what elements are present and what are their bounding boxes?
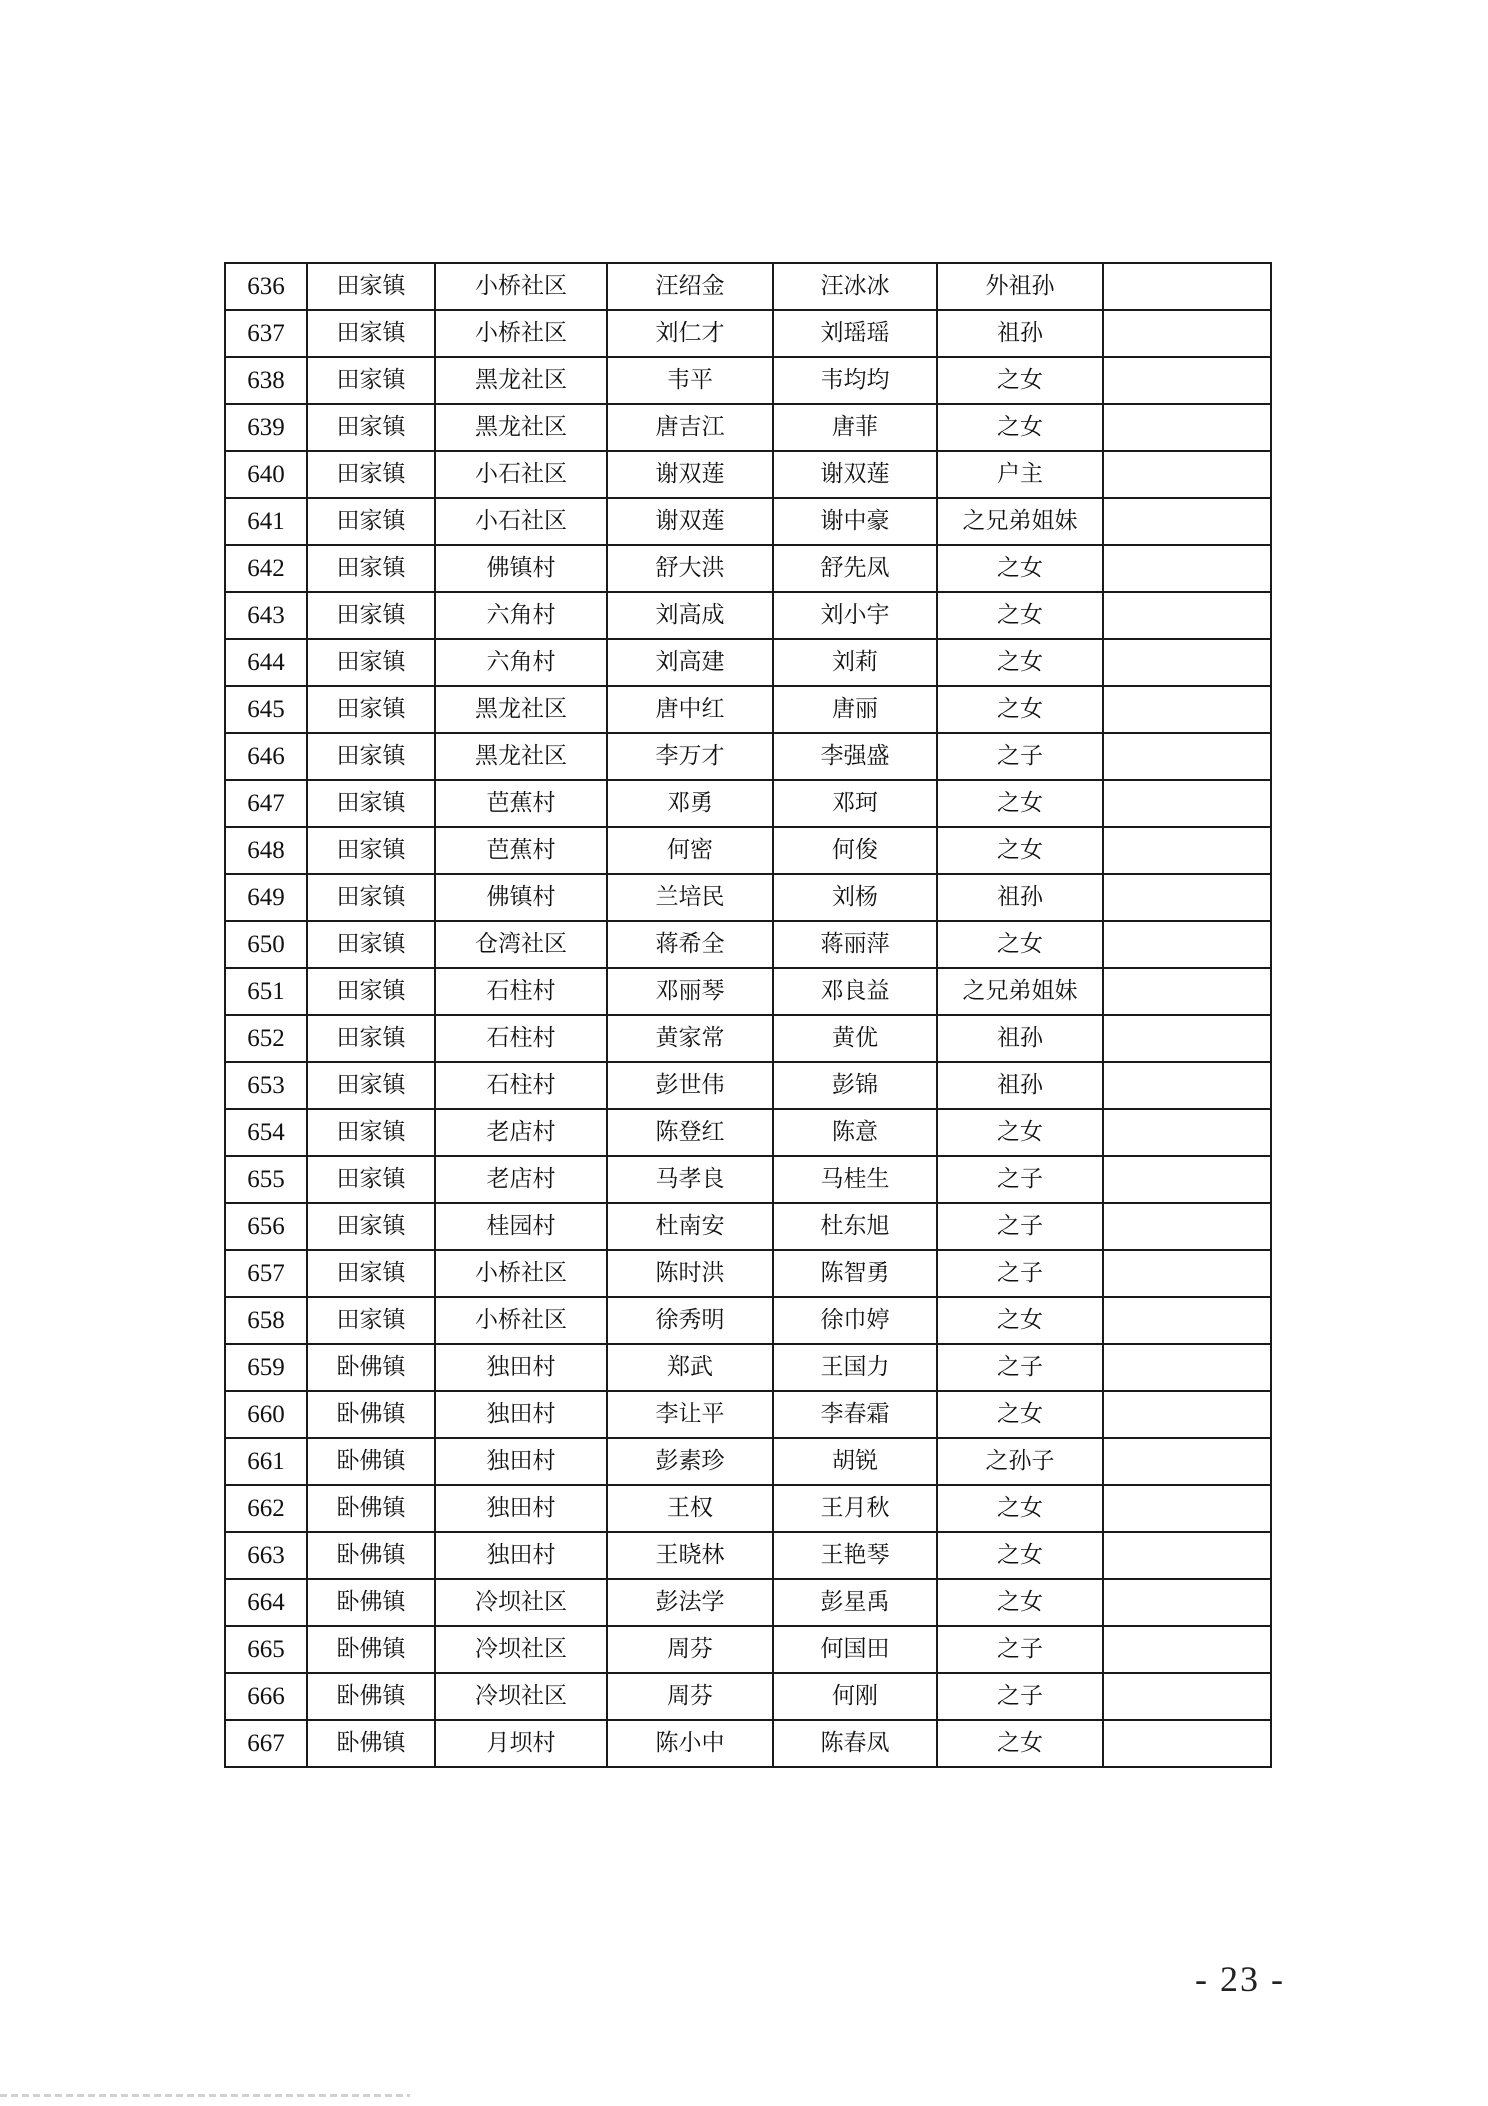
remark-cell xyxy=(1103,1720,1271,1767)
scan-edge-mark xyxy=(0,2094,410,2097)
applicant-name-cell: 刘高建 xyxy=(607,639,773,686)
table-row xyxy=(225,1344,1271,1391)
table-row xyxy=(225,921,1271,968)
remark-cell xyxy=(1103,357,1271,404)
row-number-cell: 654 xyxy=(225,1109,307,1156)
member-name-cell: 王国力 xyxy=(773,1344,937,1391)
row-number-cell: 657 xyxy=(225,1250,307,1297)
applicant-name-cell: 陈时洪 xyxy=(607,1250,773,1297)
member-name-cell: 王月秋 xyxy=(773,1485,937,1532)
table-row xyxy=(225,310,1271,357)
row-number-cell: 658 xyxy=(225,1297,307,1344)
town-cell: 卧佛镇 xyxy=(307,1720,435,1767)
village-cell: 黑龙社区 xyxy=(435,357,607,404)
town-cell: 田家镇 xyxy=(307,874,435,921)
town-cell: 卧佛镇 xyxy=(307,1344,435,1391)
member-name-cell: 李春霜 xyxy=(773,1391,937,1438)
table-row xyxy=(225,1626,1271,1673)
member-name-cell: 黄优 xyxy=(773,1015,937,1062)
relation-cell: 之子 xyxy=(937,1626,1103,1673)
remark-cell xyxy=(1103,310,1271,357)
town-cell: 卧佛镇 xyxy=(307,1532,435,1579)
row-number-cell: 660 xyxy=(225,1391,307,1438)
table-row xyxy=(225,1109,1271,1156)
relation-cell: 之孙子 xyxy=(937,1438,1103,1485)
village-cell: 黑龙社区 xyxy=(435,733,607,780)
table-row xyxy=(225,1485,1271,1532)
applicant-name-cell: 彭素珍 xyxy=(607,1438,773,1485)
town-cell: 田家镇 xyxy=(307,1156,435,1203)
member-name-cell: 陈意 xyxy=(773,1109,937,1156)
row-number-cell: 653 xyxy=(225,1062,307,1109)
row-number-cell: 659 xyxy=(225,1344,307,1391)
remark-cell xyxy=(1103,498,1271,545)
remark-cell xyxy=(1103,1344,1271,1391)
applicant-name-cell: 周芬 xyxy=(607,1626,773,1673)
village-cell: 小石社区 xyxy=(435,451,607,498)
village-cell: 小桥社区 xyxy=(435,1250,607,1297)
town-cell: 田家镇 xyxy=(307,968,435,1015)
applicant-name-cell: 彭世伟 xyxy=(607,1062,773,1109)
table-row xyxy=(225,545,1271,592)
village-cell: 小桥社区 xyxy=(435,310,607,357)
village-cell: 独田村 xyxy=(435,1391,607,1438)
table-row xyxy=(225,1203,1271,1250)
row-number-cell: 646 xyxy=(225,733,307,780)
member-name-cell: 蒋丽萍 xyxy=(773,921,937,968)
member-name-cell: 唐菲 xyxy=(773,404,937,451)
table-row xyxy=(225,1391,1271,1438)
row-number-cell: 645 xyxy=(225,686,307,733)
remark-cell xyxy=(1103,780,1271,827)
remark-cell xyxy=(1103,874,1271,921)
town-cell: 田家镇 xyxy=(307,733,435,780)
village-cell: 老店村 xyxy=(435,1109,607,1156)
village-cell: 冷坝社区 xyxy=(435,1579,607,1626)
row-number-cell: 643 xyxy=(225,592,307,639)
remark-cell xyxy=(1103,1391,1271,1438)
member-name-cell: 徐巾婷 xyxy=(773,1297,937,1344)
relation-cell: 之女 xyxy=(937,404,1103,451)
applicant-name-cell: 谢双莲 xyxy=(607,498,773,545)
member-name-cell: 汪冰冰 xyxy=(773,263,937,310)
town-cell: 田家镇 xyxy=(307,545,435,592)
table-row xyxy=(225,733,1271,780)
member-name-cell: 陈智勇 xyxy=(773,1250,937,1297)
member-name-cell: 刘莉 xyxy=(773,639,937,686)
row-number-cell: 648 xyxy=(225,827,307,874)
relation-cell: 之女 xyxy=(937,1391,1103,1438)
applicant-name-cell: 黄家常 xyxy=(607,1015,773,1062)
village-cell: 小桥社区 xyxy=(435,1297,607,1344)
village-cell: 芭蕉村 xyxy=(435,827,607,874)
member-name-cell: 彭星禹 xyxy=(773,1579,937,1626)
remark-cell xyxy=(1103,592,1271,639)
town-cell: 卧佛镇 xyxy=(307,1673,435,1720)
remark-cell xyxy=(1103,1109,1271,1156)
relation-cell: 之女 xyxy=(937,1485,1103,1532)
village-cell: 独田村 xyxy=(435,1438,607,1485)
member-name-cell: 杜东旭 xyxy=(773,1203,937,1250)
remark-cell xyxy=(1103,921,1271,968)
applicant-name-cell: 蒋希全 xyxy=(607,921,773,968)
town-cell: 田家镇 xyxy=(307,921,435,968)
member-name-cell: 何俊 xyxy=(773,827,937,874)
relation-cell: 之女 xyxy=(937,639,1103,686)
member-name-cell: 胡锐 xyxy=(773,1438,937,1485)
row-number-cell: 638 xyxy=(225,357,307,404)
relation-cell: 祖孙 xyxy=(937,1062,1103,1109)
member-name-cell: 唐丽 xyxy=(773,686,937,733)
member-name-cell: 韦均均 xyxy=(773,357,937,404)
table-row xyxy=(225,1532,1271,1579)
remark-cell xyxy=(1103,1579,1271,1626)
remark-cell xyxy=(1103,1015,1271,1062)
remark-cell xyxy=(1103,451,1271,498)
row-number-cell: 650 xyxy=(225,921,307,968)
town-cell: 田家镇 xyxy=(307,310,435,357)
applicant-name-cell: 邓勇 xyxy=(607,780,773,827)
row-number-cell: 655 xyxy=(225,1156,307,1203)
row-number-cell: 662 xyxy=(225,1485,307,1532)
applicant-name-cell: 马孝良 xyxy=(607,1156,773,1203)
town-cell: 田家镇 xyxy=(307,686,435,733)
member-name-cell: 刘小宇 xyxy=(773,592,937,639)
remark-cell xyxy=(1103,1532,1271,1579)
relation-cell: 之女 xyxy=(937,780,1103,827)
applicant-name-cell: 周芬 xyxy=(607,1673,773,1720)
table-row xyxy=(225,874,1271,921)
applicant-name-cell: 陈小中 xyxy=(607,1720,773,1767)
village-cell: 冷坝社区 xyxy=(435,1673,607,1720)
town-cell: 田家镇 xyxy=(307,827,435,874)
applicant-name-cell: 唐中红 xyxy=(607,686,773,733)
row-number-cell: 656 xyxy=(225,1203,307,1250)
town-cell: 田家镇 xyxy=(307,1062,435,1109)
relation-cell: 外祖孙 xyxy=(937,263,1103,310)
relation-cell: 之女 xyxy=(937,827,1103,874)
applicant-name-cell: 徐秀明 xyxy=(607,1297,773,1344)
relation-cell: 之女 xyxy=(937,686,1103,733)
remark-cell xyxy=(1103,827,1271,874)
relation-cell: 之女 xyxy=(937,1109,1103,1156)
relation-cell: 之子 xyxy=(937,1156,1103,1203)
table-row xyxy=(225,498,1271,545)
village-cell: 独田村 xyxy=(435,1485,607,1532)
town-cell: 田家镇 xyxy=(307,639,435,686)
table-row xyxy=(225,1438,1271,1485)
member-name-cell: 谢中豪 xyxy=(773,498,937,545)
row-number-cell: 652 xyxy=(225,1015,307,1062)
row-number-cell: 644 xyxy=(225,639,307,686)
town-cell: 田家镇 xyxy=(307,451,435,498)
village-cell: 黑龙社区 xyxy=(435,686,607,733)
relation-cell: 祖孙 xyxy=(937,874,1103,921)
row-number-cell: 636 xyxy=(225,263,307,310)
member-name-cell: 何刚 xyxy=(773,1673,937,1720)
village-cell: 黑龙社区 xyxy=(435,404,607,451)
applicant-name-cell: 郑武 xyxy=(607,1344,773,1391)
table-row xyxy=(225,968,1271,1015)
village-cell: 石柱村 xyxy=(435,968,607,1015)
table-row xyxy=(225,1673,1271,1720)
relation-cell: 户主 xyxy=(937,451,1103,498)
village-cell: 月坝村 xyxy=(435,1720,607,1767)
village-cell: 冷坝社区 xyxy=(435,1626,607,1673)
relation-cell: 之女 xyxy=(937,357,1103,404)
roster-table-body xyxy=(225,263,1271,1767)
applicant-name-cell: 唐吉江 xyxy=(607,404,773,451)
village-cell: 六角村 xyxy=(435,639,607,686)
table-row xyxy=(225,404,1271,451)
table-row xyxy=(225,1297,1271,1344)
town-cell: 田家镇 xyxy=(307,263,435,310)
relation-cell: 之子 xyxy=(937,1250,1103,1297)
member-name-cell: 王艳琴 xyxy=(773,1532,937,1579)
remark-cell xyxy=(1103,1673,1271,1720)
member-name-cell: 彭锦 xyxy=(773,1062,937,1109)
town-cell: 田家镇 xyxy=(307,1015,435,1062)
page-number: - 23 - xyxy=(1195,1959,1285,1999)
remark-cell xyxy=(1103,263,1271,310)
table-row xyxy=(225,1156,1271,1203)
member-name-cell: 陈春凤 xyxy=(773,1720,937,1767)
village-cell: 石柱村 xyxy=(435,1015,607,1062)
member-name-cell: 刘瑶瑶 xyxy=(773,310,937,357)
relation-cell: 之女 xyxy=(937,592,1103,639)
table-row xyxy=(225,1015,1271,1062)
relation-cell: 之女 xyxy=(937,1720,1103,1767)
remark-cell xyxy=(1103,1438,1271,1485)
relation-cell: 之女 xyxy=(937,1579,1103,1626)
remark-cell xyxy=(1103,1156,1271,1203)
village-cell: 佛镇村 xyxy=(435,874,607,921)
row-number-cell: 640 xyxy=(225,451,307,498)
row-number-cell: 666 xyxy=(225,1673,307,1720)
table-row xyxy=(225,451,1271,498)
remark-cell xyxy=(1103,545,1271,592)
relation-cell: 之女 xyxy=(937,1297,1103,1344)
village-cell: 仓湾社区 xyxy=(435,921,607,968)
remark-cell xyxy=(1103,404,1271,451)
remark-cell xyxy=(1103,686,1271,733)
applicant-name-cell: 汪绍金 xyxy=(607,263,773,310)
village-cell: 独田村 xyxy=(435,1344,607,1391)
town-cell: 卧佛镇 xyxy=(307,1579,435,1626)
applicant-name-cell: 杜南安 xyxy=(607,1203,773,1250)
village-cell: 小石社区 xyxy=(435,498,607,545)
town-cell: 卧佛镇 xyxy=(307,1626,435,1673)
relation-cell: 之兄弟姐妹 xyxy=(937,498,1103,545)
remark-cell xyxy=(1103,733,1271,780)
table-row xyxy=(225,357,1271,404)
applicant-name-cell: 王权 xyxy=(607,1485,773,1532)
town-cell: 卧佛镇 xyxy=(307,1485,435,1532)
relation-cell: 之子 xyxy=(937,1344,1103,1391)
row-number-cell: 667 xyxy=(225,1720,307,1767)
remark-cell xyxy=(1103,1485,1271,1532)
applicant-name-cell: 韦平 xyxy=(607,357,773,404)
relation-cell: 之子 xyxy=(937,1673,1103,1720)
relation-cell: 之女 xyxy=(937,1532,1103,1579)
relation-cell: 之子 xyxy=(937,733,1103,780)
applicant-name-cell: 舒大洪 xyxy=(607,545,773,592)
village-cell: 石柱村 xyxy=(435,1062,607,1109)
relation-cell: 祖孙 xyxy=(937,1015,1103,1062)
table-row xyxy=(225,1062,1271,1109)
town-cell: 田家镇 xyxy=(307,404,435,451)
village-cell: 芭蕉村 xyxy=(435,780,607,827)
table-row xyxy=(225,827,1271,874)
remark-cell xyxy=(1103,1250,1271,1297)
member-name-cell: 舒先凤 xyxy=(773,545,937,592)
applicant-name-cell: 李万才 xyxy=(607,733,773,780)
remark-cell xyxy=(1103,1062,1271,1109)
table-row xyxy=(225,686,1271,733)
applicant-name-cell: 刘仁才 xyxy=(607,310,773,357)
relation-cell: 祖孙 xyxy=(937,310,1103,357)
applicant-name-cell: 李让平 xyxy=(607,1391,773,1438)
row-number-cell: 661 xyxy=(225,1438,307,1485)
town-cell: 田家镇 xyxy=(307,1109,435,1156)
member-name-cell: 谢双莲 xyxy=(773,451,937,498)
applicant-name-cell: 谢双莲 xyxy=(607,451,773,498)
row-number-cell: 665 xyxy=(225,1626,307,1673)
member-name-cell: 李强盛 xyxy=(773,733,937,780)
applicant-name-cell: 王晓林 xyxy=(607,1532,773,1579)
applicant-name-cell: 彭法学 xyxy=(607,1579,773,1626)
remark-cell xyxy=(1103,968,1271,1015)
town-cell: 田家镇 xyxy=(307,592,435,639)
town-cell: 田家镇 xyxy=(307,1297,435,1344)
row-number-cell: 639 xyxy=(225,404,307,451)
village-cell: 佛镇村 xyxy=(435,545,607,592)
village-cell: 桂园村 xyxy=(435,1203,607,1250)
member-name-cell: 马桂生 xyxy=(773,1156,937,1203)
remark-cell xyxy=(1103,1297,1271,1344)
relation-cell: 之女 xyxy=(937,921,1103,968)
table-row xyxy=(225,639,1271,686)
table-row xyxy=(225,592,1271,639)
town-cell: 田家镇 xyxy=(307,1203,435,1250)
village-cell: 六角村 xyxy=(435,592,607,639)
town-cell: 卧佛镇 xyxy=(307,1391,435,1438)
remark-cell xyxy=(1103,639,1271,686)
row-number-cell: 641 xyxy=(225,498,307,545)
applicant-name-cell: 何密 xyxy=(607,827,773,874)
applicant-name-cell: 陈登红 xyxy=(607,1109,773,1156)
member-name-cell: 邓珂 xyxy=(773,780,937,827)
remark-cell xyxy=(1103,1626,1271,1673)
table-row xyxy=(225,1720,1271,1767)
member-name-cell: 刘杨 xyxy=(773,874,937,921)
table-row xyxy=(225,780,1271,827)
remark-cell xyxy=(1103,1203,1271,1250)
relation-cell: 之子 xyxy=(937,1203,1103,1250)
row-number-cell: 637 xyxy=(225,310,307,357)
applicant-name-cell: 兰培民 xyxy=(607,874,773,921)
relation-cell: 之兄弟姐妹 xyxy=(937,968,1103,1015)
town-cell: 田家镇 xyxy=(307,780,435,827)
row-number-cell: 647 xyxy=(225,780,307,827)
town-cell: 田家镇 xyxy=(307,498,435,545)
table-row xyxy=(225,1250,1271,1297)
town-cell: 卧佛镇 xyxy=(307,1438,435,1485)
row-number-cell: 651 xyxy=(225,968,307,1015)
table-row xyxy=(225,263,1271,310)
roster-table xyxy=(224,262,1272,1768)
applicant-name-cell: 刘高成 xyxy=(607,592,773,639)
row-number-cell: 649 xyxy=(225,874,307,921)
row-number-cell: 663 xyxy=(225,1532,307,1579)
table-row xyxy=(225,1579,1271,1626)
applicant-name-cell: 邓丽琴 xyxy=(607,968,773,1015)
member-name-cell: 何国田 xyxy=(773,1626,937,1673)
relation-cell: 之女 xyxy=(937,545,1103,592)
row-number-cell: 664 xyxy=(225,1579,307,1626)
village-cell: 小桥社区 xyxy=(435,263,607,310)
town-cell: 田家镇 xyxy=(307,1250,435,1297)
village-cell: 独田村 xyxy=(435,1532,607,1579)
row-number-cell: 642 xyxy=(225,545,307,592)
member-name-cell: 邓良益 xyxy=(773,968,937,1015)
town-cell: 田家镇 xyxy=(307,357,435,404)
village-cell: 老店村 xyxy=(435,1156,607,1203)
